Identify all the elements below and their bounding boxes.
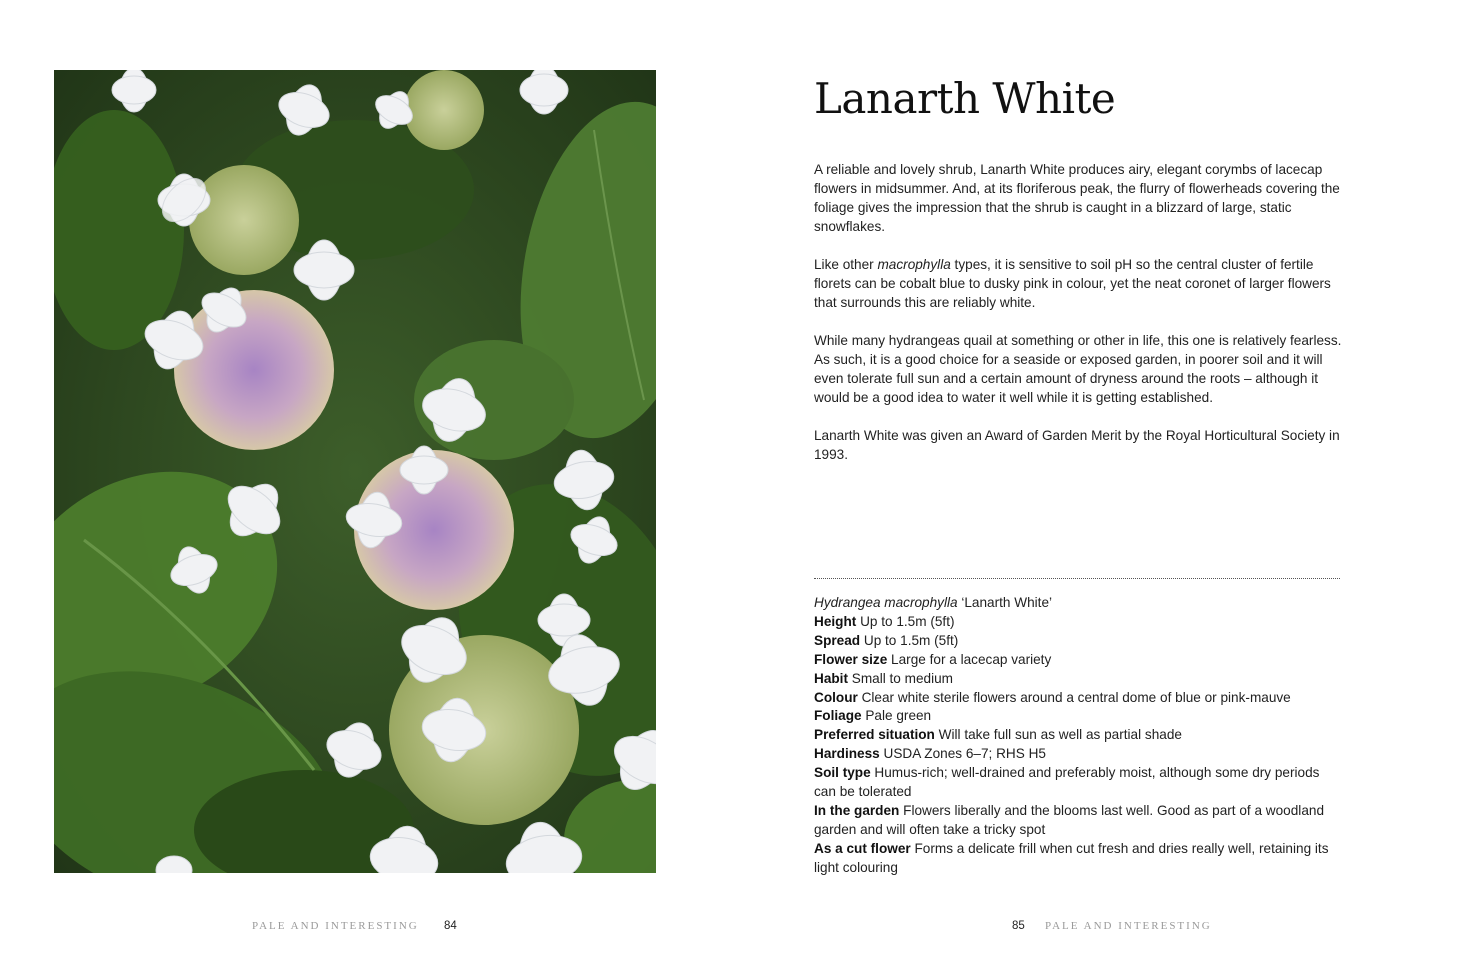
dotted-divider: [814, 578, 1340, 579]
page-title: Lanarth White: [814, 74, 1116, 123]
hydrangea-photo: [54, 70, 656, 873]
spec-height: Height Up to 1.5m (5ft): [814, 613, 955, 629]
spec-in-the-garden: In the garden Flowers liberally and the blooms last well. Good as part of a woodland garden and will often take a tricky spot: [814, 802, 1325, 837]
spec-cut-flower: As a cut flower Forms a delicate frill when cut fresh and dries really well, retaining its light colouring: [814, 840, 1329, 875]
page-number-left: 84: [444, 920, 457, 932]
species-name: Hydrangea macrophylla ‘Lanarth White’: [814, 595, 1053, 610]
paragraph: Like other macrophylla types, it is sensitive to soil pH so the central cluster of fertile florets can be cobalt blue to dusky pink in colour, yet the neat coronet of larger flowers that surrounds this are reliably white.: [814, 257, 1331, 310]
spec-foliage: Foliage Pale green: [814, 708, 932, 724]
running-footer-right: PALE AND INTERESTING: [1045, 920, 1212, 932]
paragraph: While many hydrangeas quail at something or other in life, this one is relatively fearless. As such, it is a good choice for a seaside or exposed garden, in poorer soil and it will even tolerate full sun and a certain amount of dryness around the roots – although it would be a good idea to water it well while it is getting established.: [814, 333, 1342, 405]
spec-flower-size: Flower size Large for a lacecap variety: [814, 651, 1052, 667]
paragraph: A reliable and lovely shrub, Lanarth White produces airy, elegant corymbs of lacecap flowers in midsummer. And, at its floriferous peak, the flurry of flowerheads covering the foliage gives the impression that the shrub is caught in a blizzard of large, static snowflakes.: [814, 162, 1340, 234]
paragraph: Lanarth White was given an Award of Garden Merit by the Royal Horticultural Society in 1993.: [814, 428, 1340, 462]
spec-habit: Habit Small to medium: [814, 670, 953, 686]
spec-preferred-situation: Preferred situation Will take full sun as well as partial shade: [814, 727, 1182, 743]
running-footer-left: PALE AND INTERESTING: [252, 920, 419, 932]
page-number-right: 85: [1012, 920, 1025, 932]
description: [814, 160, 1344, 483]
spec-soil-type: Soil type Humus-rich; well-drained and preferably moist, although some dry periods can be tolerated: [814, 765, 1320, 800]
hydrangea-illustration: [54, 70, 656, 873]
spec-hardiness: Hardiness USDA Zones 6–7; RHS H5: [814, 746, 1046, 762]
spec-spread: Spread Up to 1.5m (5ft): [814, 632, 959, 648]
spec-colour: Colour Clear white sterile flowers around a central dome of blue or pink-mauve: [814, 689, 1291, 705]
plant-specs: [814, 594, 1344, 878]
